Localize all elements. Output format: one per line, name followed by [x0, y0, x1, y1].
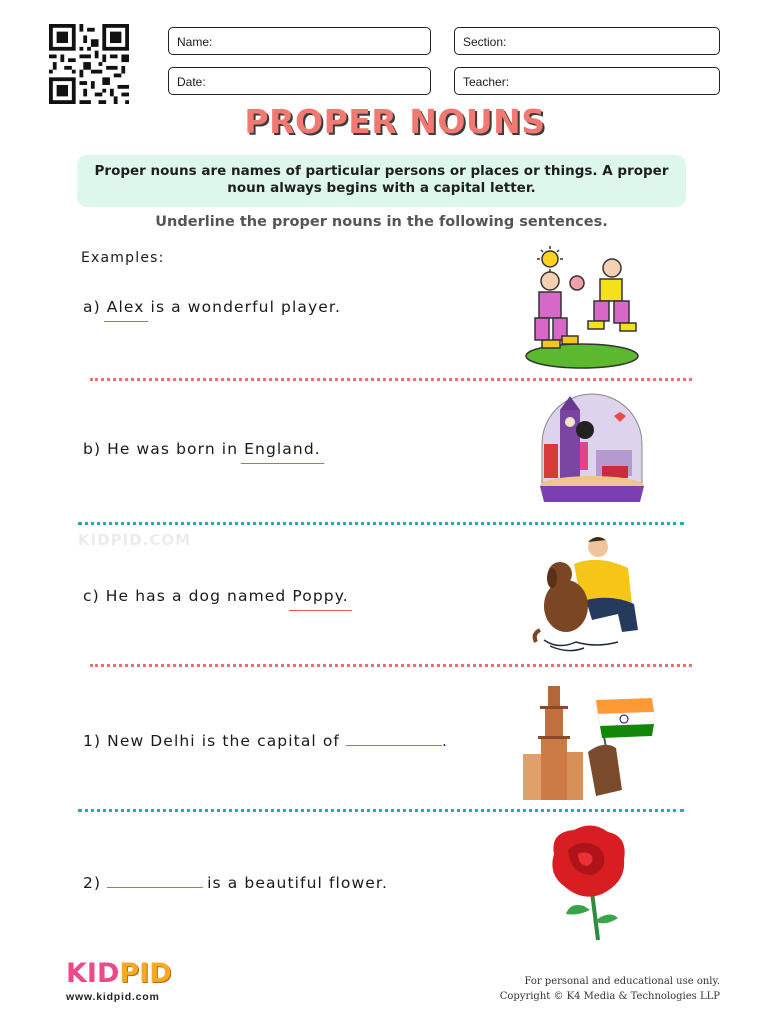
example-b-prefix: b) He was born in — [83, 440, 245, 458]
exercise-sentence-1 — [83, 732, 448, 750]
example-a-prefix: a) — [83, 298, 107, 316]
exercise-1-text: 1) New Delhi is the capital of — [83, 732, 347, 750]
page-title: PROPER NOUNS — [244, 102, 546, 141]
example-sentence-b — [83, 440, 321, 458]
london-snow-globe-image — [536, 392, 648, 506]
instruction-text: Underline the proper nouns in the following sentences. — [155, 214, 608, 230]
section-field[interactable] — [454, 27, 720, 55]
examples-label: Examples: — [81, 250, 165, 266]
logo-url: www.kidpid.com — [66, 991, 160, 1003]
example-a-noun: Alex — [106, 298, 145, 316]
exercise-2-text: 2) — [83, 874, 108, 892]
example-c-prefix: c) He has a dog named — [83, 587, 293, 605]
logo-kid: KID — [66, 958, 120, 989]
exercise-sentence-2 — [83, 874, 388, 892]
man-with-dog-image — [522, 534, 640, 656]
footer-usage-note: For personal and educational use only. — [524, 976, 720, 987]
footer-copyright: Copyright © K4 Media & Technologies LLP — [499, 991, 720, 1002]
teacher-field[interactable] — [454, 67, 720, 95]
exercise-2-end: is a beautiful flower. — [207, 874, 389, 892]
footer — [500, 974, 720, 1004]
date-label: Date: — [177, 75, 206, 89]
example-sentence-a — [83, 298, 341, 316]
qr-code-icon — [47, 24, 131, 104]
name-label: Name: — [177, 35, 213, 49]
separator-line — [78, 522, 684, 525]
logo-wordmark — [66, 960, 172, 987]
example-sentence-c — [83, 587, 349, 605]
section-label: Section: — [463, 35, 507, 49]
logo-pid: PID — [119, 958, 172, 989]
definition-text: Proper nouns are names of particular persons or places or things. A proper noun always begins with a capital letter. — [94, 163, 669, 196]
example-a-suffix: is a wonderful player. — [144, 298, 341, 316]
delhi-landmark-india-flag-image — [518, 682, 656, 802]
red-rose-image — [544, 824, 630, 942]
watermark: KIDPID.COM — [78, 531, 192, 549]
example-b-noun: England. — [244, 440, 321, 458]
answer-blank[interactable] — [346, 733, 442, 746]
kidpid-logo — [66, 960, 172, 1003]
definition-box — [77, 155, 686, 207]
separator-line — [90, 378, 692, 381]
exercise-1-end: . — [442, 732, 449, 750]
answer-blank[interactable] — [107, 875, 203, 888]
separator-line — [90, 664, 692, 667]
separator-line — [78, 809, 684, 812]
teacher-label: Teacher: — [463, 75, 510, 89]
date-field[interactable] — [168, 67, 431, 95]
example-c-noun: Poppy. — [292, 587, 349, 605]
children-playing-ball-image — [520, 246, 642, 370]
name-field[interactable] — [168, 27, 431, 55]
